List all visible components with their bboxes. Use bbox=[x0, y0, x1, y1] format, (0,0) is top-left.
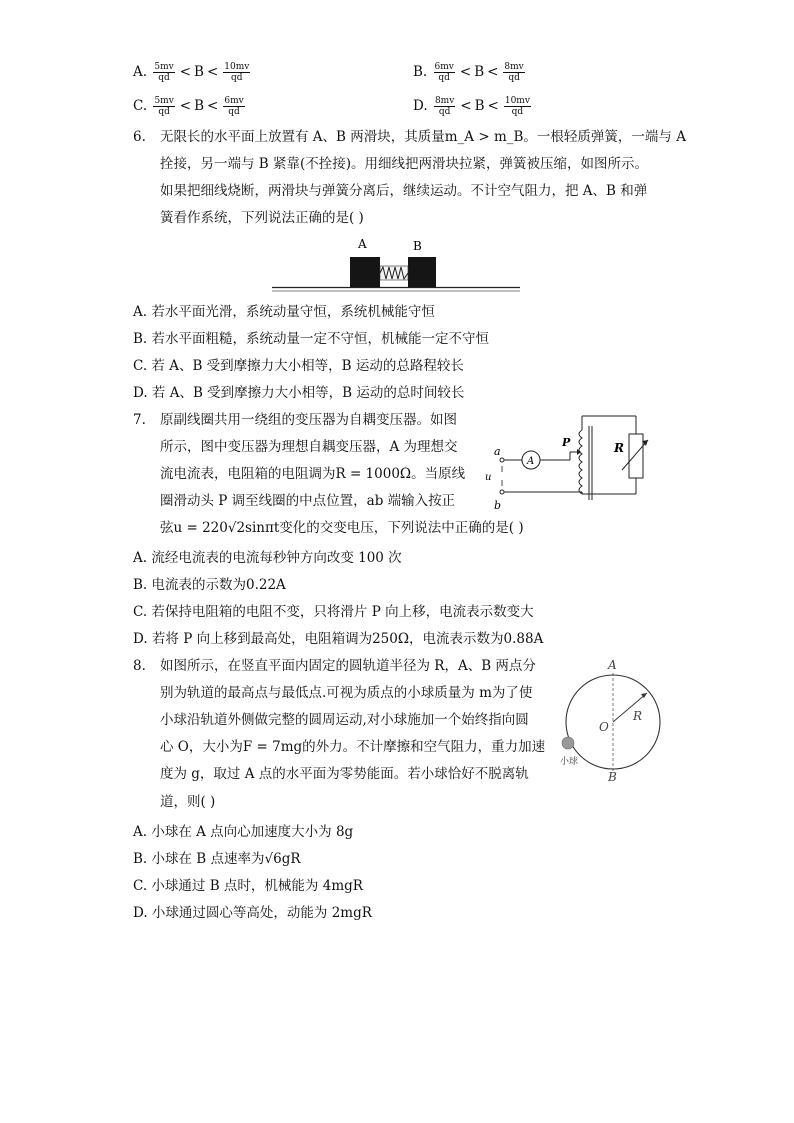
block-b-label: B bbox=[413, 239, 422, 253]
q8-stem-line: 道，则( ) bbox=[160, 794, 216, 810]
svg-text:A: A bbox=[527, 456, 535, 467]
q8-stem-line: 如图所示，在竖直平面内固定的圆轨道半径为 R，A、B 两点分 bbox=[160, 658, 536, 674]
q7-option-a: A. 流经电流表的电流每秒钟方向改变 100 次 bbox=[133, 550, 402, 566]
q5-option-d: D. $\frac{8mv}{qd}$ < B < $\frac{10mv}{qd}$ bbox=[413, 96, 530, 117]
ball-icon bbox=[562, 737, 574, 749]
block-a-label: A bbox=[358, 237, 367, 251]
q8-option-a: A. 小球在 A 点向心加速度大小为 8g bbox=[133, 824, 354, 840]
q7-number: 7. bbox=[133, 412, 146, 428]
q6-number: 6. bbox=[133, 129, 146, 145]
q7-stem-line: 弦u = 220√2sinπt变化的交变电压，下列说法中正确的是( ) bbox=[160, 520, 524, 536]
q6-option-b: B. 若水平面粗糙，系统动量一定不守恒，机械能一定不守恒 bbox=[133, 331, 490, 347]
fraction: $\frac{6mv}{qd}$ bbox=[224, 96, 244, 117]
svg-text:小球: 小球 bbox=[560, 757, 579, 767]
q6-stem-line: 簧看作系统，下列说法正确的是( ) bbox=[160, 210, 364, 226]
q8-stem-line: 别为轨道的最高点与最低点.可视为质点的小球质量为 m为了使 bbox=[160, 685, 533, 701]
q6-option-a: A. 若水平面光滑，系统动量守恒，系统机械能守恒 bbox=[133, 304, 435, 320]
svg-text:u: u bbox=[485, 472, 492, 483]
q5-option-b: B. $\frac{6mv}{qd}$ < B < $\frac{8mv}{qd}$ bbox=[413, 62, 524, 83]
q8-stem-line: 小球沿轨道外侧做完整的圆周运动,对小球施加一个始终指向圆 bbox=[160, 712, 529, 728]
q7-stem-line: 原副线圈共用一绕组的变压器为自耦变压器。如图 bbox=[160, 412, 457, 428]
q6-spring-blocks-figure bbox=[272, 236, 520, 296]
q6-option-c: C. 若 A、B 受到摩擦力大小相等，B 运动的总路程较长 bbox=[133, 358, 464, 374]
block-a bbox=[350, 257, 380, 287]
q8-stem-line: 度为 g，取过 A 点的水平面为零势能面。若小球恰好不脱离轨 bbox=[160, 766, 529, 782]
q7-autotransformer-figure bbox=[486, 410, 654, 520]
fraction: $\frac{6mv}{qd}$ bbox=[434, 62, 454, 83]
q6-option-d: D. 若 A、B 受到摩擦力大小相等，B 运动的总时间较长 bbox=[133, 385, 465, 401]
q7-stem-line: 流电流表，电阻箱的电阻调为R = 1000Ω。当原线 bbox=[160, 466, 466, 482]
fraction: $\frac{10mv}{qd}$ bbox=[224, 62, 250, 83]
q7-stem-line: 圈滑动头 P 调至线圈的中点位置，ab 端输入按正 bbox=[160, 493, 456, 509]
fraction: $\frac{10mv}{qd}$ bbox=[504, 96, 530, 117]
fraction: $\frac{5mv}{qd}$ bbox=[154, 96, 174, 117]
q8-option-c: C. 小球通过 B 点时，机械能为 4mgR bbox=[133, 878, 363, 894]
q7-stem-line: 所示，图中变压器为理想自耦变压器，A 为理想交 bbox=[160, 439, 458, 455]
q8-stem-line: 心 O，大小为F = 7mg的外力。不计摩擦和空气阻力，重力加速 bbox=[160, 739, 546, 755]
svg-text:a: a bbox=[494, 445, 501, 458]
q8-option-d: D. 小球通过圆心等高处，动能为 2mgR bbox=[133, 905, 372, 921]
svg-text:A: A bbox=[608, 658, 617, 672]
svg-text:O: O bbox=[599, 720, 609, 734]
resistor-box bbox=[629, 434, 643, 478]
q8-number: 8. bbox=[133, 658, 146, 674]
fraction: $\frac{8mv}{qd}$ bbox=[434, 96, 455, 117]
q5-option-c: C. $\frac{5mv}{qd}$ < B < $\frac{6mv}{qd}$ bbox=[133, 96, 244, 117]
q7-option-d: D. 若将 P 向上移到最高处，电阻箱调为250Ω，电流表示数为0.88A bbox=[133, 631, 544, 647]
block-b bbox=[408, 257, 436, 287]
fraction: $\frac{8mv}{qd}$ bbox=[504, 62, 524, 83]
q6-stem-line: 如果把细线烧断，两滑块与弹簧分离后，继续运动。不计空气阻力，把 A、B 和弹 bbox=[160, 183, 648, 199]
svg-text:B: B bbox=[608, 770, 617, 784]
svg-text:R: R bbox=[614, 441, 624, 455]
svg-text:P: P bbox=[562, 436, 571, 449]
q5-option-a: A. $\frac{5mv}{qd}$ < B < $\frac{10mv}{qd}$ bbox=[133, 62, 250, 83]
fraction: $\frac{5mv}{qd}$ bbox=[154, 62, 174, 83]
q8-circular-track-figure bbox=[556, 656, 666, 786]
q6-stem-line: 拴接，另一端与 B 紧靠(不拴接)。用细线把两滑块拉紧，弹簧被压缩，如图所示。 bbox=[160, 156, 649, 172]
q6-stem-line: 无限长的水平面上放置有 A、B 两滑块，其质量m_A > m_B。一根轻质弹簧，一端与 A bbox=[160, 129, 686, 145]
q8-option-b: B. 小球在 B 点速率为√6gR bbox=[133, 851, 301, 867]
svg-text:b: b bbox=[494, 499, 502, 512]
svg-text:R: R bbox=[633, 709, 643, 723]
q7-option-b: B. 电流表的示数为0.22A bbox=[133, 577, 286, 593]
q7-option-c: C. 若保持电阻箱的电阻不变，只将滑片 P 向上移，电流表示数变大 bbox=[133, 604, 534, 620]
